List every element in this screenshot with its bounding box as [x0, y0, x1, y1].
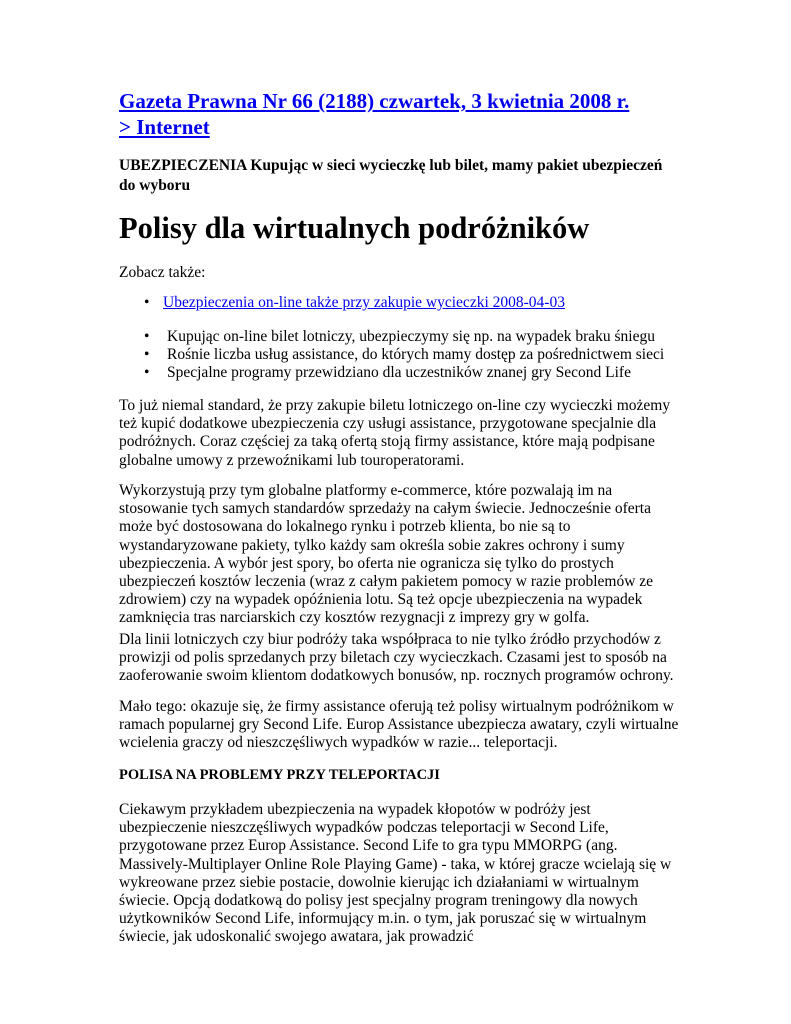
source-link-line1[interactable]: Gazeta Prawna Nr 66 (2188) czwartek, 3 kwietnia 2008 r. — [119, 89, 630, 113]
summary-bullet: • Kupując on-line bilet lotniczy, ubezpieczymy się np. na wypadek braku śniegu — [119, 328, 664, 346]
see-also-label: Zobacz także: — [119, 264, 206, 281]
body-paragraph-1: To już niemal standard, że przy zakupie biletu lotniczego on-line czy wycieczki możemy też kupić dodatkowe ubezpieczenia czy usługi assistance, przygotowane specjalnie dla podróżnych. Coraz częściej za taką ofertą stoją firmy assistance, które mają podpisane globalne umowy z przewoźnikami lub touroperatorami. — [119, 397, 671, 469]
summary-bullet: • Specjalne programy przewidziano dla uczestników znanej gry Second Life — [119, 364, 664, 382]
source-link[interactable] — [119, 88, 699, 140]
see-also-list — [119, 294, 565, 312]
body-paragraph-3: Dla linii lotniczych czy biur podróży taka współpraca to nie tylko źródło przychodów z prowizji od polis sprzedanych przy biletach czy wycieczkach. Czasami jest to sposób na zaoferowanie swoim klientom dodatkowych bonusów, np. rocznych programów ochrony. — [119, 631, 674, 685]
lead-category: UBEZPIECZENIA — [119, 157, 247, 174]
lead-text — [119, 156, 679, 196]
source-link-line2[interactable]: > Internet — [119, 115, 210, 139]
body-paragraph-5: Ciekawym przykładem ubezpieczenia na wypadek kłopotów w podróży jest ubezpieczenie nieszczęśliwych wypadków podczas teleportacji w Second Life, przygotowane przez Europ Assistance. Second Life to gra typu MMORPG (ang. Massively-Multiplayer Online Role Playing Game) - taka, w której gracze wcielają się w wykreowane przez siebie postacie, dowolnie kierując ich działaniami w wirtualnym świecie. Opcją dodatkową do polisy jest specjalny program treningowy dla nowych użytkowników Second Life, informujący m.in. o tym, jak poruszać się w wirtualnym świecie, jak udoskonalić swojego awatara, jak prowadzić — [119, 801, 672, 946]
see-also-link[interactable]: Ubezpieczenia on-line także przy zakupie wycieczki 2008-04-03 — [163, 294, 565, 311]
lead-body: Kupując w sieci wycieczkę lub bilet, mamy pakiet ubezpieczeń do wyboru — [119, 157, 663, 194]
section-subheading: POLISA NA PROBLEMY PRZY TELEPORTACJI — [119, 767, 440, 783]
body-paragraph-4: Mało tego: okazuje się, że firmy assistance oferują też polisy wirtualnym podróżnikom w ramach popularnej gry Second Life. Europ Assistance ubezpiecza awatary, czyli wirtualne wcielenia graczy od nieszczęśliwych wypadków w razie... teleportacji. — [119, 698, 679, 752]
see-also-item — [119, 294, 565, 312]
summary-bullets — [119, 328, 664, 382]
summary-bullet: • Rośnie liczba usług assistance, do których mamy dostęp za pośrednictwem sieci — [119, 346, 664, 364]
body-paragraph-2: Wykorzystują przy tym globalne platformy e-commerce, które pozwalają im na stosowanie tych samych standardów sprzedaży na całym świecie. Jednocześnie oferta może być dostosowana do lokalnego rynku i potrzeb klienta, bo nie są to wystandaryzowane pakiety, tylko każdy sam określa sobie zakres ochrony i sumy ubezpieczenia. A wybór jest spory, bo oferta nie ogranicza się tylko do prostych ubezpieczeń kosztów leczenia (wraz z całym pakietem pomocy w razie problemów ze zdrowiem) czy na wypadek opóźnienia lotu. Są też opcje ubezpieczenia na wypadek zamknięcia tras narciarskich czy kosztów rezygnacji z imprezy gry w golfa. — [119, 482, 654, 627]
article-headline: Polisy dla wirtualnych podróżników — [119, 211, 590, 245]
